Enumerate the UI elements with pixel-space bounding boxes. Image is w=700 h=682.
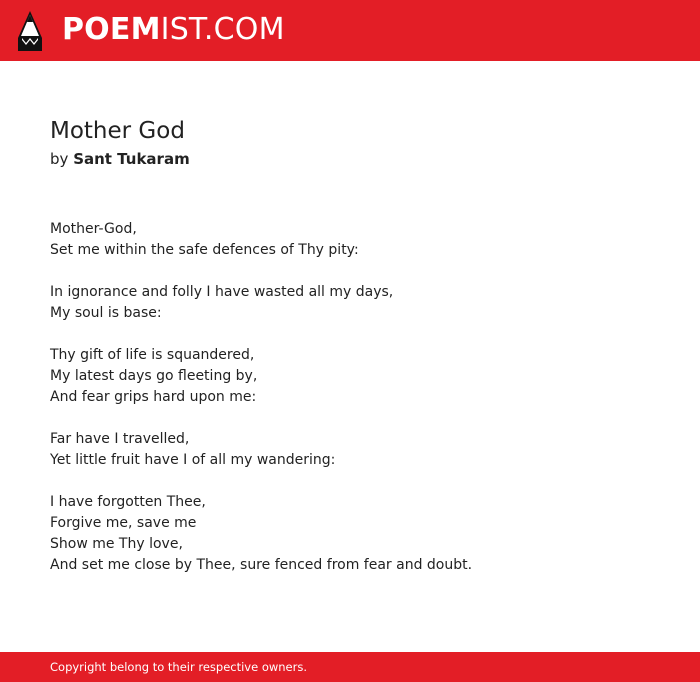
poem-line: I have forgotten Thee,	[50, 494, 206, 510]
poem-title: Mother God	[50, 118, 185, 144]
poem-line: My latest days go fleeting by,	[50, 368, 258, 384]
site-footer	[0, 652, 700, 682]
poem-line: Set me within the safe defences of Thy pity:	[50, 242, 359, 258]
poem-line: Thy gift of life is squandered,	[50, 347, 255, 363]
site-header	[0, 0, 700, 61]
author-name[interactable]: Sant Tukaram	[73, 150, 190, 168]
byline	[50, 149, 190, 169]
poem-line: Mother-God,	[50, 221, 137, 237]
logo-bold-text: POEM	[62, 12, 161, 47]
pencil-icon[interactable]	[17, 10, 43, 52]
copyright-text: Copyright belong to their respective owners.	[50, 660, 308, 674]
poem-line: In ignorance and folly I have wasted all my days,	[50, 284, 394, 300]
site-logo[interactable]	[62, 12, 285, 48]
stanza	[50, 282, 670, 324]
poem-line: And fear grips hard upon me:	[50, 389, 257, 405]
stanza	[50, 345, 670, 408]
poem-line: My soul is base:	[50, 305, 162, 321]
stanza	[50, 492, 670, 576]
poem-line: And set me close by Thee, sure fenced from fear and doubt.	[50, 557, 473, 573]
by-label: by	[50, 150, 69, 168]
stanza	[50, 219, 670, 261]
poem-line: Forgive me, save me	[50, 515, 197, 531]
poem-line: Show me Thy love,	[50, 536, 183, 552]
logo-light-text: IST.COM	[160, 12, 285, 47]
poem-line: Far have I travelled,	[50, 431, 190, 447]
poem-line: Yet little fruit have I of all my wandering:	[50, 452, 336, 468]
stanza	[50, 429, 670, 471]
poem-body	[50, 219, 670, 576]
